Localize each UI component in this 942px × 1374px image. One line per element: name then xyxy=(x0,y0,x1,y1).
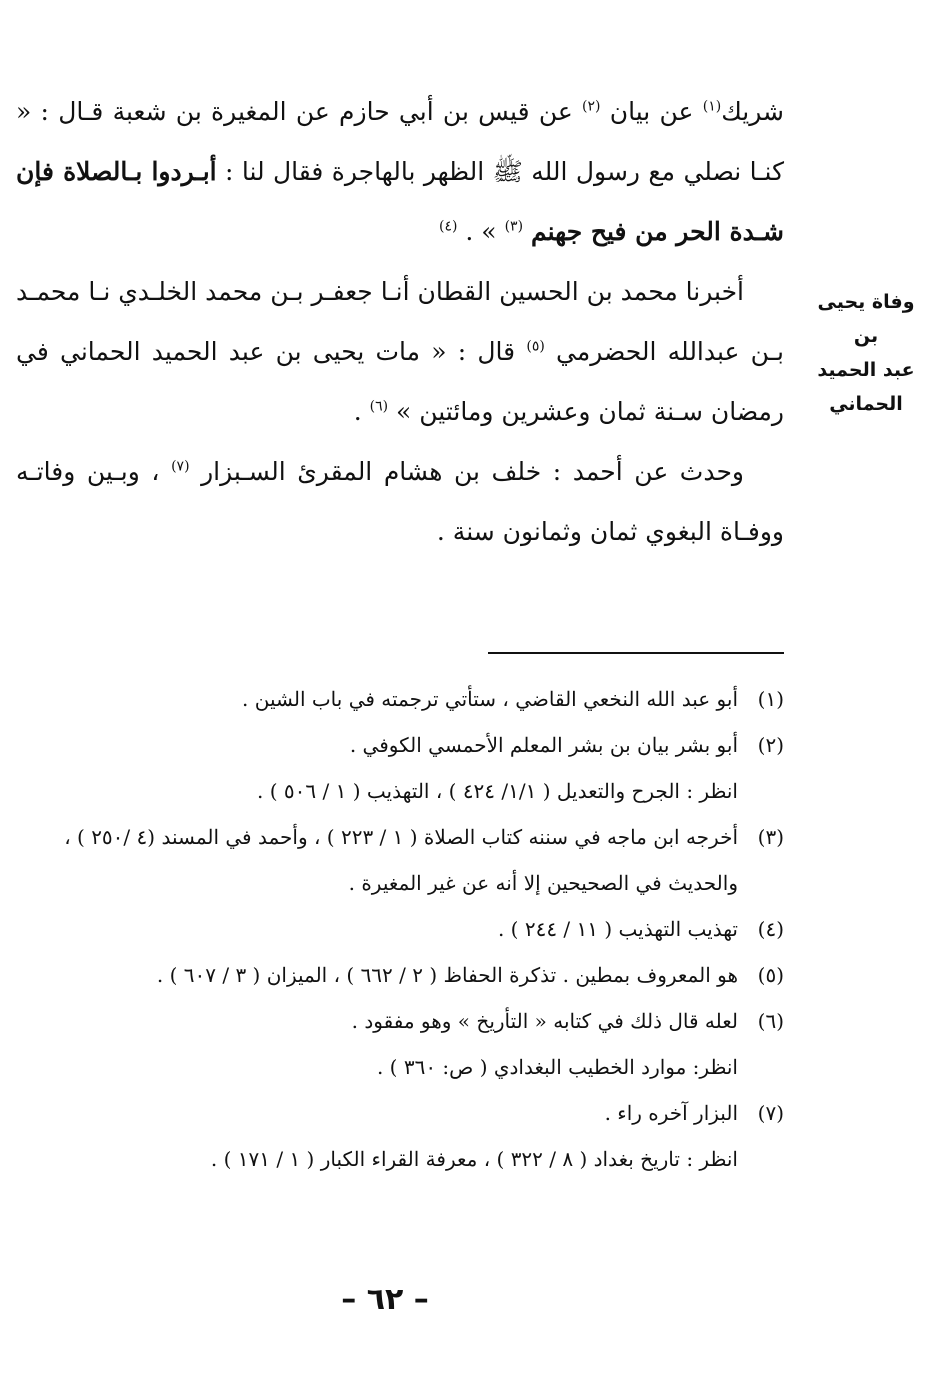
text-segment: عن قيس بن أبي حازم عن المغيرة بن شعبة قـال : « كنـا نصلي مع رسول الله ﷺ الظهر بالهاجرة فقال لنا : xyxy=(16,97,784,186)
footnote-number: (١) xyxy=(757,687,784,711)
footnote-line: هو المعروف بمطين . تذكرة الحفاظ ( ٢ / ٦٦٢ ) ، الميزان ( ٣ / ٦٠٧ ) . xyxy=(156,963,738,987)
footnote-number: (٧) xyxy=(757,1101,784,1125)
margin-heading xyxy=(810,285,922,421)
paragraph-death-report xyxy=(16,262,784,442)
footnote-text xyxy=(16,1090,738,1182)
footnote-line: انظر : الجرح والتعديل ( ١/١/ ٤٢٤ ) ، التهذيب ( ١ / ٥٠٦ ) . xyxy=(257,779,738,803)
footnote-separator xyxy=(488,652,784,654)
page-number: – ٦٢ – xyxy=(341,1282,429,1317)
text-segment: قال : « مات يحيى بن عبد الحميد الحماني في رمضان سـنة ثمان وعشرين ومائتين » xyxy=(16,337,784,426)
footnote-line: أخرجه ابن ماجه في سننه كتاب الصلاة ( ١ / ٢٢٣ ) ، وأحمد في المسند (٤ /٢٥٠ ) ، xyxy=(64,825,738,849)
footnote-ref: (٣) xyxy=(504,218,524,235)
text-segment: ، وبـين وفاتـه ووفـاة البغوي ثمان وثمانون سنة . xyxy=(16,457,784,546)
footnote-ref: (٥) xyxy=(526,338,545,355)
footnotes xyxy=(16,676,784,1182)
footnote-number: (٢) xyxy=(757,733,784,757)
margin-heading-line: وفاة يحيى بن xyxy=(817,291,915,347)
text-segment: . xyxy=(353,397,370,426)
footnote-line: والحديث في الصحيحين إلا أنه عن غير المغيرة . xyxy=(348,871,738,895)
margin-heading-line: الحماني xyxy=(829,393,903,415)
footnote-ref: (٢) xyxy=(582,98,601,115)
footnote-item xyxy=(16,952,784,998)
text-segment: أخبرنا محمد بن الحسين القطان أنـا جعفـر بـن محمد الخلـدي نـا محمـد بـن عبدالله الحضرمي xyxy=(16,277,784,366)
footnote-item xyxy=(16,906,784,952)
footnote-line: البزار آخره راء . xyxy=(604,1101,738,1125)
footnote-item xyxy=(16,1090,784,1182)
text-segment: شريك xyxy=(721,97,784,126)
hadith-quote: أبـردوا بـالصلاة فإن شـدة الحر من فيح جهنم xyxy=(16,157,784,246)
footnote-line: انظر: موارد الخطيب البغدادي ( ص: ٣٦٠ ) . xyxy=(376,1055,738,1079)
paragraph-hadith xyxy=(16,82,784,262)
footnote-number: (٥) xyxy=(757,963,784,987)
footnote-item xyxy=(16,998,784,1090)
margin-heading-line: عبد الحميد xyxy=(817,359,915,381)
main-text xyxy=(16,82,784,562)
footnote-line: أبو عبد الله النخعي القاضي ، ستأتي ترجمته في باب الشين . xyxy=(242,687,738,711)
footnote-ref: (٦) xyxy=(369,398,389,415)
footnote-number: (٦) xyxy=(757,1009,784,1033)
paragraph-narrators xyxy=(16,442,784,562)
footnote-text xyxy=(16,722,738,814)
text-segment: وحدث عن أحمد : خلف بن هشام المقرئ السـبزار xyxy=(189,457,744,486)
text-segment: » . xyxy=(457,217,505,246)
footnote-number: (٤) xyxy=(757,917,784,941)
footnote-item xyxy=(16,722,784,814)
text-segment: عن بيان xyxy=(600,97,703,126)
footnote-text xyxy=(16,906,738,952)
footnote-line: تهذيب التهذيب ( ١١ / ٢٤٤ ) . xyxy=(497,917,738,941)
footnote-line: لعله قال ذلك في كتابه « التأريخ » وهو مفقود . xyxy=(351,1009,738,1033)
footnote-text xyxy=(16,998,738,1090)
footnote-text xyxy=(16,952,738,998)
footnote-item xyxy=(16,814,784,906)
footnote-item xyxy=(16,676,784,722)
footnote-number: (٣) xyxy=(757,825,784,849)
footnote-ref: (٧) xyxy=(171,458,190,475)
footnote-line: انظر : تاريخ بغداد ( ٨ / ٣٢٢ ) ، معرفة القراء الكبار ( ١ / ١٧١ ) . xyxy=(210,1147,738,1171)
footnote-text xyxy=(16,814,738,906)
footnote-line: أبو بشر بيان بن بشر المعلم الأحمسي الكوفي . xyxy=(349,733,738,757)
footnote-text xyxy=(16,676,738,722)
footnote-ref: (٤) xyxy=(439,218,458,235)
footnote-ref: (١) xyxy=(702,98,722,115)
